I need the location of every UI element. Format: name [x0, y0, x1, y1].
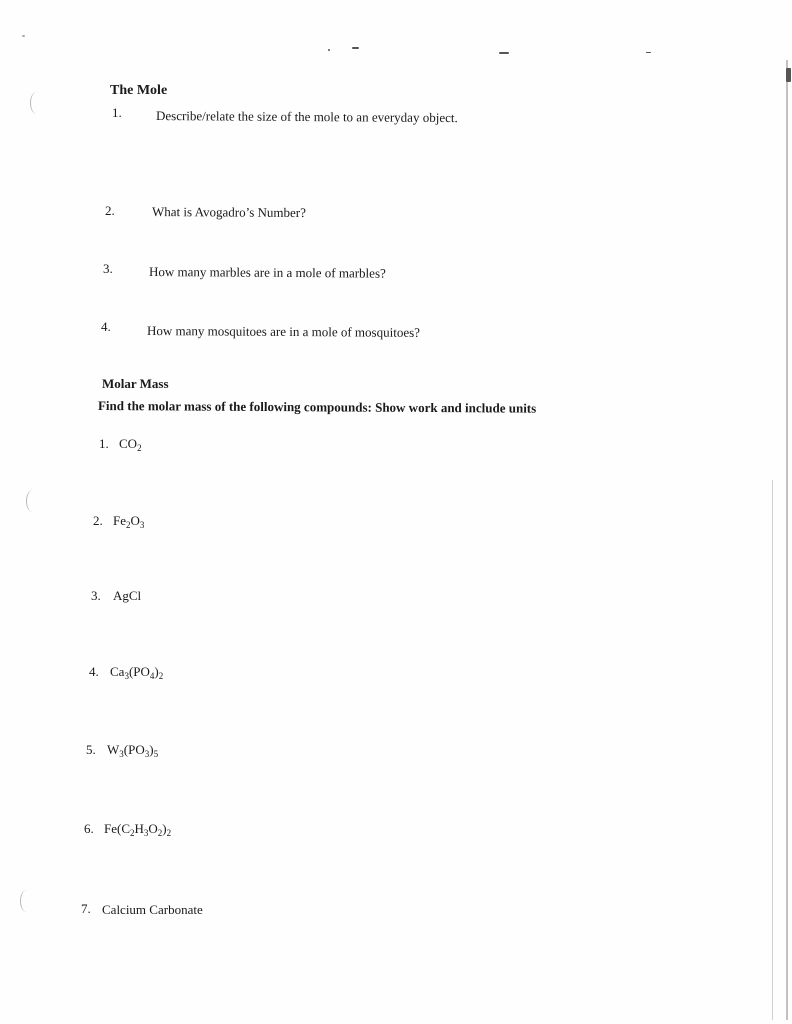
compound-name: Calcium Carbonate	[102, 902, 203, 917]
question-text: What is Avogadro’s Number?	[151, 204, 306, 221]
question-number: 1.	[112, 105, 122, 120]
compound-formula: $CO_2$	[119, 436, 142, 453]
punch-hole-mark	[20, 890, 33, 912]
molar-mass-instruction: Find the molar mass of the following compounds: Show work and include units	[97, 398, 537, 416]
scan-speck	[22, 35, 25, 37]
mole-section-title: The Mole	[110, 83, 168, 98]
scan-edge-line	[772, 480, 773, 1020]
compound-formula: $Fe_2O_3$	[113, 513, 145, 530]
scan-speck	[646, 52, 651, 53]
question-text: Describe/relate the size of the mole to an everyday object.	[155, 108, 458, 126]
question-text: How many marbles are in a mole of marbles?	[148, 264, 386, 281]
compound-number: 2.	[93, 513, 103, 528]
compound-number: 5.	[86, 742, 96, 757]
punch-hole-mark	[26, 490, 39, 512]
compound-formula: AgCl	[113, 588, 142, 603]
scan-speck	[352, 47, 359, 49]
compound-formula: $Ca_3(PO_4)_2$	[110, 664, 164, 681]
question-number: 3.	[103, 261, 113, 276]
question-text: How many mosquitoes are in a mole of mosquitoes?	[146, 323, 421, 340]
punch-hole-mark	[30, 92, 43, 114]
question-number: 4.	[101, 319, 111, 334]
molar-mass-section-title: Molar Mass	[102, 376, 169, 391]
compound-number: 6.	[84, 821, 94, 836]
scan-edge-line	[786, 60, 788, 1020]
scan-speck	[499, 52, 509, 54]
compound-formula: $Fe(C_2H_3O_2)_2$	[104, 821, 172, 838]
compound-number: 1.	[99, 436, 109, 451]
compound-formula: $W_3(PO_3)_5$	[107, 742, 159, 759]
compound-number: 3.	[91, 588, 101, 603]
compound-number: 7.	[81, 901, 91, 916]
question-number: 2.	[105, 203, 115, 218]
compound-number: 4.	[89, 664, 99, 679]
scan-speck	[786, 68, 791, 82]
scan-speck	[328, 49, 330, 51]
